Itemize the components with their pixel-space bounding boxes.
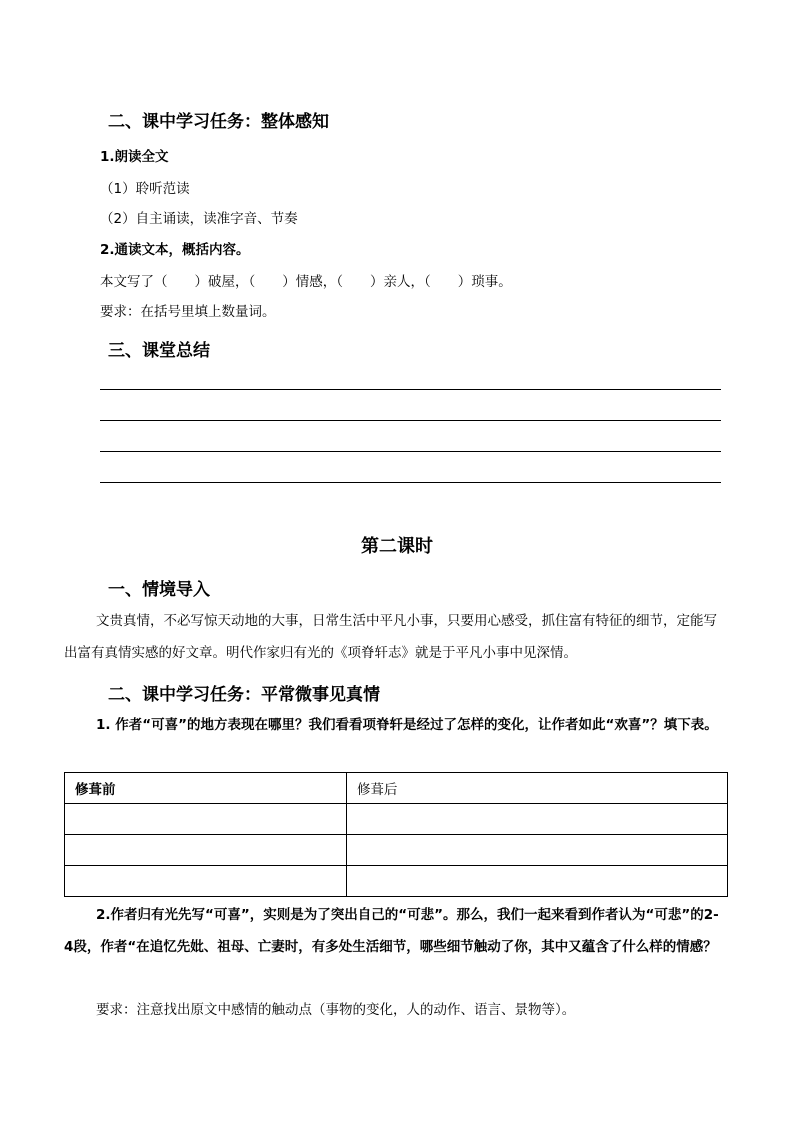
answer-line-2 (100, 420, 721, 421)
task-listen: （1）聆听范读 (100, 181, 190, 197)
lesson-title: 第二课时 (361, 536, 433, 557)
task-read-aloud: 1.朗读全文 (100, 149, 169, 165)
table-cell[interactable] (347, 835, 728, 866)
section-heading-summary: 三、课堂总结 (108, 341, 210, 361)
section-heading-task: 二、课中学习任务：平常微事见真情 (108, 685, 380, 705)
question-2-requirement: 要求：注意找出原文中感情的触动点（事物的变化，人的动作、语言、景物等）。 (96, 1002, 576, 1018)
intro-paragraph: 文贵真情，不必写惊天动地的大事，日常生活中平凡小事，只要用心感受，抓住富有特征的细节，定能写出富有真情实感的好文章。明代作家归有光的《项脊轩志》就是于平凡小事中见深情。 (64, 613, 717, 661)
table-row (65, 866, 728, 897)
table-row (65, 804, 728, 835)
question-1: 1. 作者“可喜”的地方表现在哪里？我们看看项脊轩是经过了怎样的变化，让作者如此“欢喜”？填下表。 (96, 717, 718, 733)
question-2: 2.作者归有光先写“可喜”，实则是为了突出自己的“可悲”。那么，我们一起来看到作者认为“可悲”的2-4段，作者“在追忆先妣、祖母、亡妻时，有多处生活细节，哪些细节触动了你，其中又蕴含了什么样的情感？ (64, 907, 719, 955)
table-cell[interactable] (347, 804, 728, 835)
task-summarize: 2.通读文本，概括内容。 (100, 242, 250, 258)
table-cell[interactable] (65, 804, 347, 835)
table-cell[interactable] (65, 835, 347, 866)
fill-in-line: 本文写了（ ）破屋，（ ）情感，（ ）亲人，（ ）琐事。 (100, 274, 512, 290)
answer-line-1 (100, 389, 721, 390)
task-self-read: （2）自主诵读，读准字音、节奏 (100, 211, 298, 227)
table-cell[interactable] (347, 866, 728, 897)
answer-line-3 (100, 451, 721, 452)
table-header-before: 修葺前 (65, 773, 347, 804)
section-heading-overall-perception: 二、课中学习任务：整体感知 (108, 112, 329, 132)
answer-line-4 (100, 482, 721, 483)
requirement-note: 要求：在括号里填上数量词。 (100, 304, 276, 320)
section-heading-intro: 一、情境导入 (108, 580, 210, 600)
table-cell[interactable] (65, 866, 347, 897)
table-row (65, 835, 728, 866)
table-header-after: 修葺后 (347, 773, 728, 804)
renovation-table (64, 772, 728, 897)
table-header-row (65, 773, 728, 804)
